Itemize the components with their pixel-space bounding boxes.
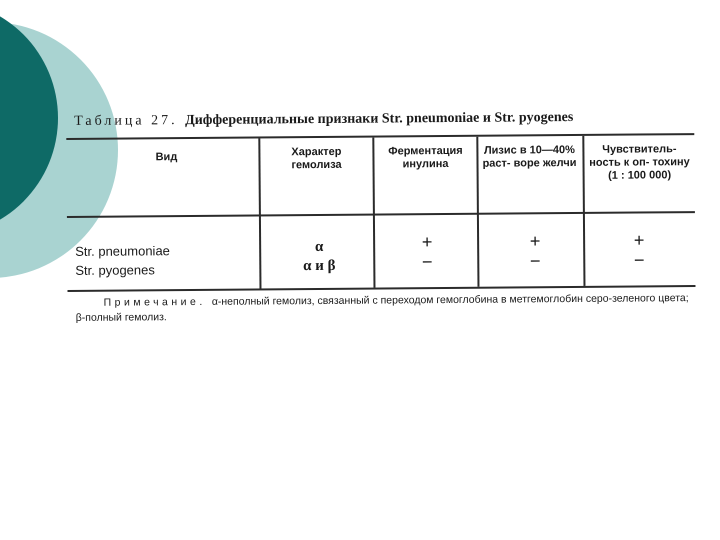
inulin-cell: + [421, 232, 433, 254]
header-inulin: Ферментация инулина [388, 144, 463, 171]
header-bile-lysis: Лизис в 10—40% раст- воре желчи [482, 144, 577, 170]
header-species: Вид [155, 151, 178, 164]
inulin-cell: − [421, 252, 433, 274]
bile-cell: + [529, 231, 541, 253]
optochin-cell: + [633, 230, 645, 252]
bile-cell: − [529, 251, 541, 273]
scanned-table [66, 95, 696, 345]
header-optochin: Чувствитель- ность к оп- тохину (1 : 100 000) [589, 143, 690, 182]
optochin-column [599, 231, 679, 272]
note-text: α-неполный гемолиз, связанный с переходом гемоглобина в метгемоглобин серо-зеленого цвета; β-полный гемолиз. [75, 292, 689, 324]
hemolysis-column [279, 238, 359, 277]
species-column [75, 241, 170, 280]
table-top-rule [66, 133, 694, 140]
species-cell: Str. pneumoniae [75, 243, 170, 259]
caption-title: Дифференциальные признаки Str. pneumoniae и Str. pyogenes [184, 110, 574, 129]
table-note [76, 291, 696, 326]
table-header-rule [67, 211, 695, 217]
note-lead: Примечание. [103, 295, 206, 309]
inulin-column [387, 233, 467, 274]
optochin-cell: − [633, 250, 645, 272]
hemolysis-cell: α и β [303, 257, 336, 275]
species-cell: Str. pyogenes [75, 262, 155, 278]
header-hemolysis: Характер гемолиза [291, 145, 342, 172]
bile-column [495, 232, 575, 273]
hemolysis-cell: α [314, 238, 324, 256]
caption-lead: Таблица 27. [74, 113, 178, 129]
table-caption [74, 110, 573, 130]
